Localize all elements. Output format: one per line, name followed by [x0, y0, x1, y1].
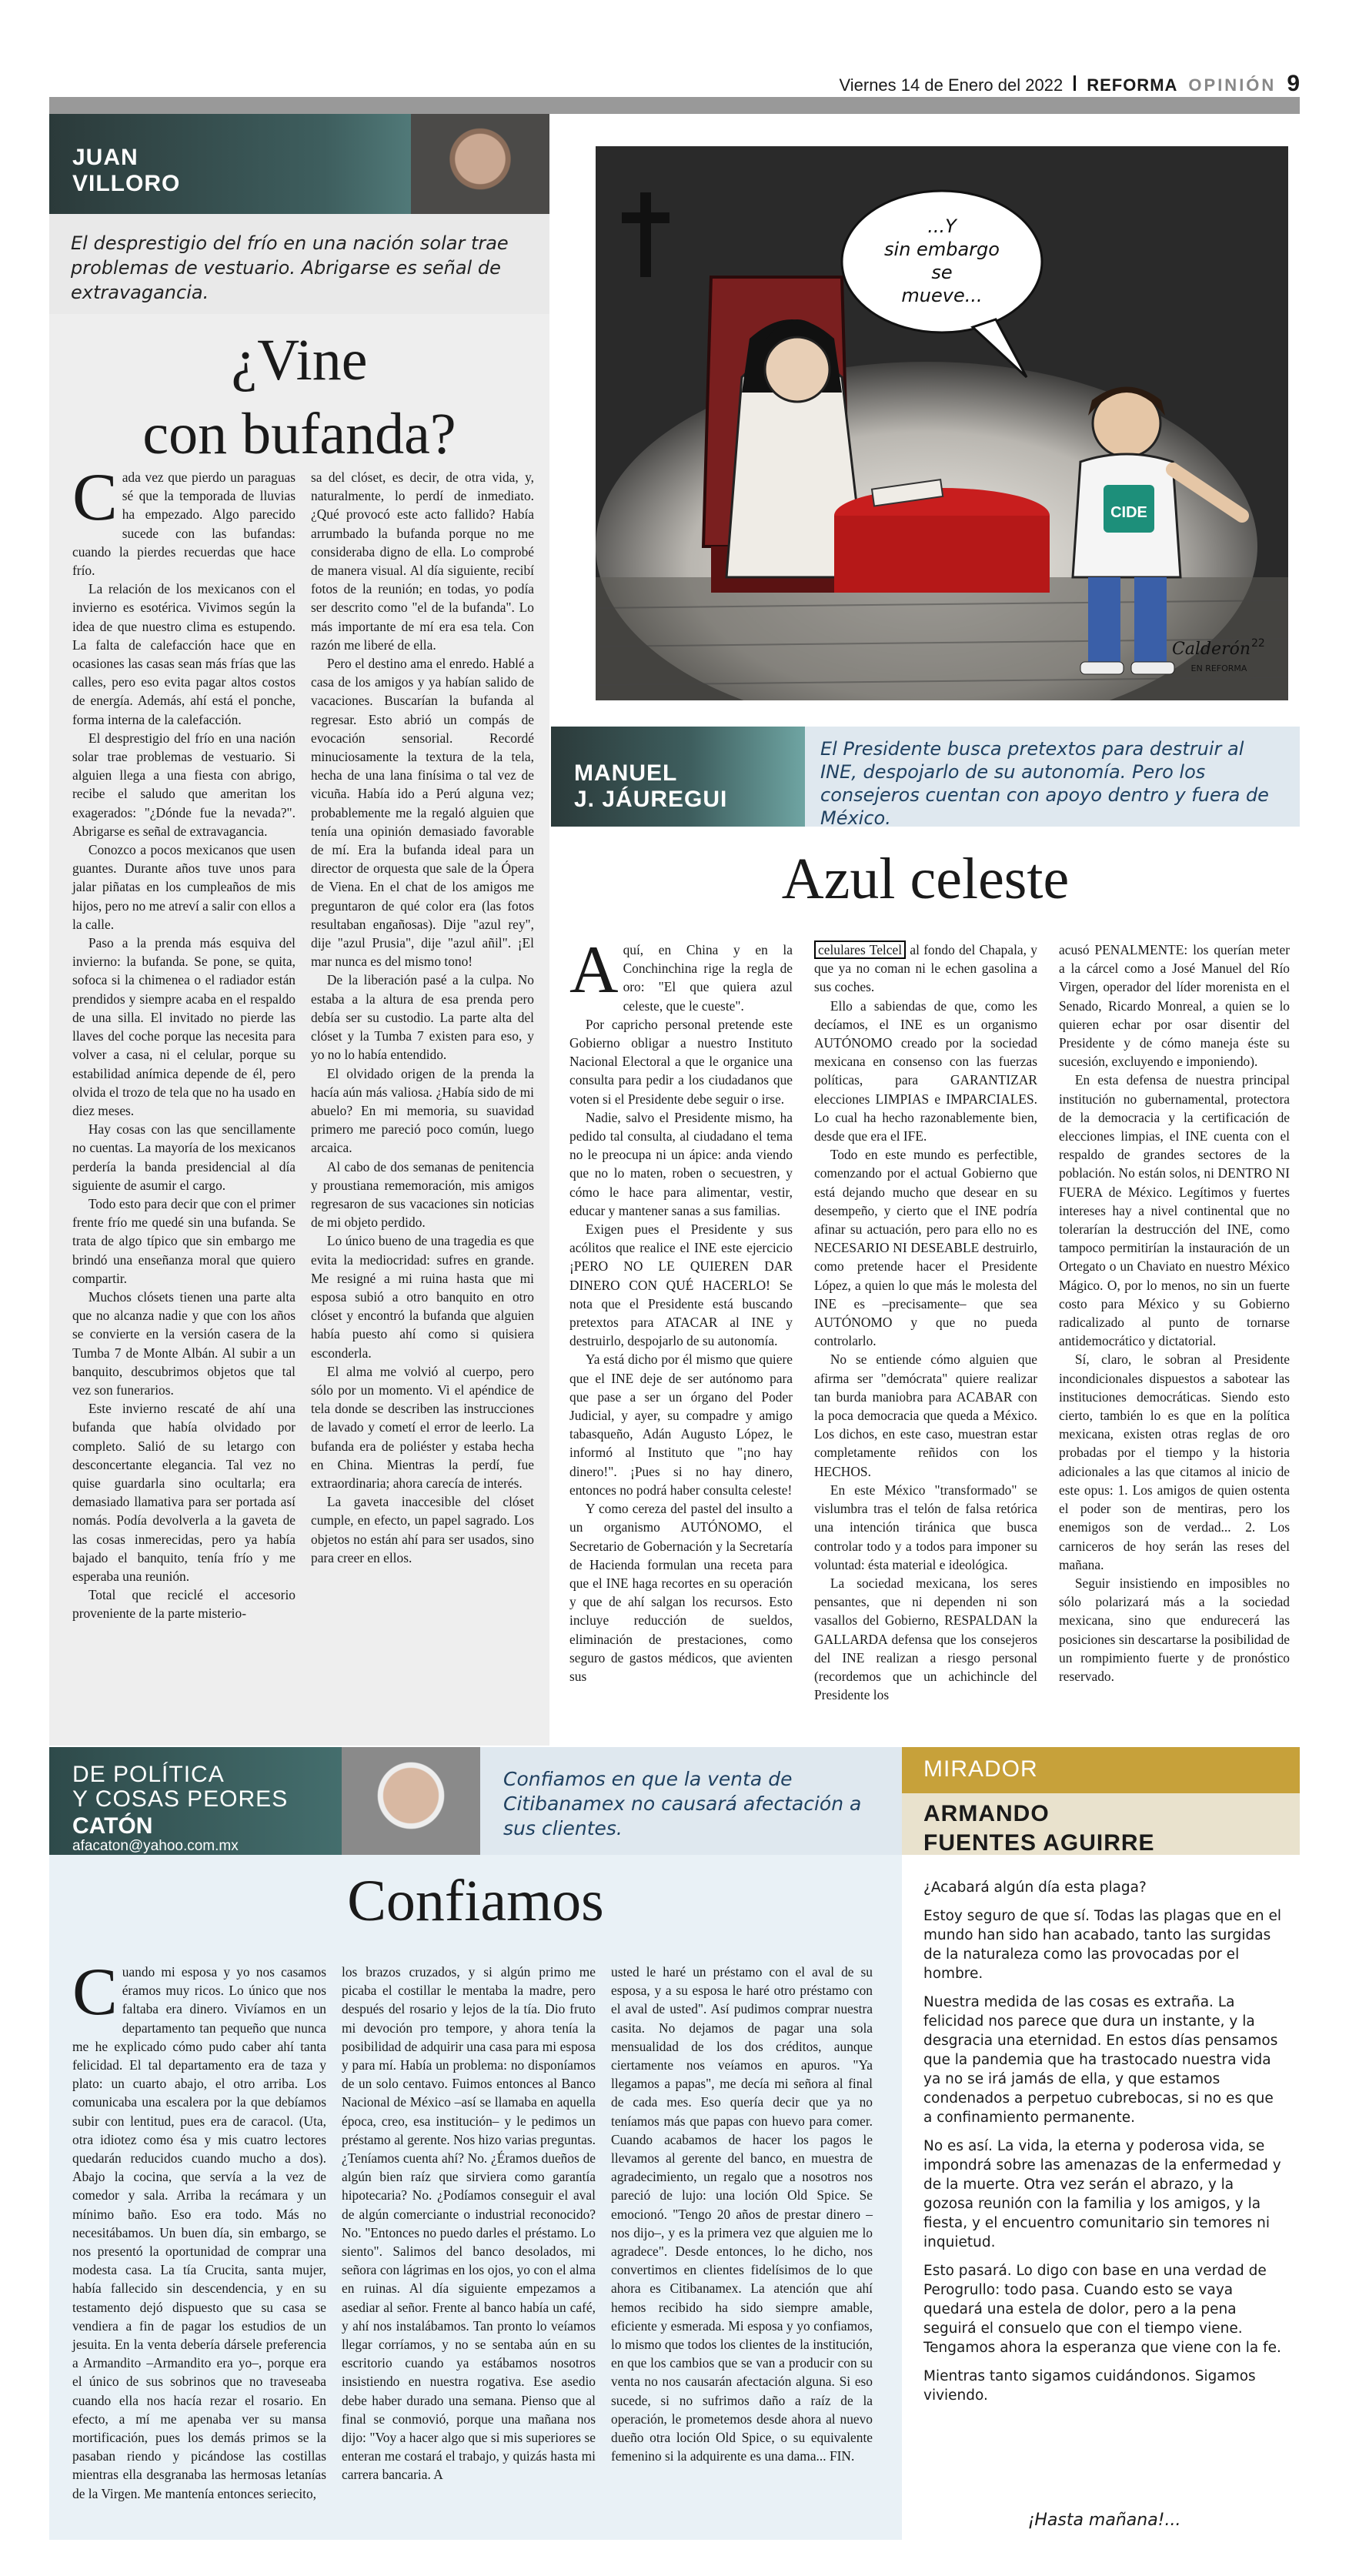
paragraph: Y como cereza del pastel del insulto a un organismo AUTÓNOMO, el Secretario de Gobernación y la Secretaría de Hacienda formulan una receta para que el INE haga recortes en su operación y que de ahí salgan los recursos. Esto incluye reducción de sueldos, eliminación de prestaciones, como seguro de gastos médicos, que avienten sus — [569, 1501, 793, 1684]
paragraph: Todo en este mundo es perfectible, comenzando por el actual Gobierno que está dejando mucho que desear en su desempeño, y cierto que el INE podría afinar su actuación, pero para ello no es NECESARIO NI DESEABLE destruirlo, como pretende hacer el Presidente López, a quien lo que más le molesta del INE es –precisamente– que sea AUTÓNOMO y que no pueda controlarlo. — [814, 1147, 1037, 1349]
headline-line-2: con bufanda? — [142, 402, 456, 466]
villoro-headline — [49, 323, 549, 471]
jauregui-column-3 — [1059, 941, 1290, 1741]
paragraph: En este México "transformado" se vislumbra tras el telón de falsa retórica una intención tiránica que busca controlar todo y a todos para imponer su voluntad: ésta material e ideológica. — [814, 1482, 1037, 1572]
paragraph: Seguir insistiendo en imposibles no sólo polarizará más a la sociedad mexicana, sino que endurecerá las posiciones sin descartarse la posibilidad de un rompimiento fuerte y de pronóstico reservado. — [1059, 1575, 1290, 1684]
author-name — [72, 145, 180, 197]
paragraph: Nadie, salvo el Presidente mismo, ha pedido tal consulta, al ciudadano el tema no le preocupa ni un ápice: anda viendo que no lo maten, roben o secuestren, y cómo le hace para alimentar, vestir, educar y mantener sanas a sus familias. — [569, 1109, 793, 1218]
page-header — [0, 0, 1349, 100]
jauregui-headline: Azul celeste — [781, 847, 1070, 911]
author-first-name: ARMANDO — [923, 1801, 1050, 1826]
section-name: OPINIÓN — [1188, 75, 1277, 95]
balloon-text-1: ...Y — [927, 216, 957, 237]
author-first-name: MANUEL — [574, 760, 678, 786]
jauregui-column-1 — [569, 933, 793, 1741]
drop-cap: A — [569, 933, 619, 1007]
paragraph: Nuestra medida de las cosas es extraña. La felicidad nos parece que dura un instante, y la desgracia una eternidad. En estos días pensamos que la pandemia que ha trastocado nuestra vida ya no se irá jamás de ella, y que estamos condenados a perpetuo cubrebocas, si no es que a confinamiento permanente. — [923, 1994, 1278, 2126]
column-name — [72, 1762, 288, 1812]
cide-shirt-logo: CIDE — [1110, 504, 1147, 521]
paragraph: Total que reciclé el accesorio proveniente de la parte misterio- — [72, 1587, 296, 1622]
balloon-text-3: se — [931, 262, 953, 283]
cartoon-year: 22 — [1251, 637, 1265, 650]
drop-cap: C — [72, 1955, 118, 2030]
paragraph: Ya está dicho por él mismo que quiere que el INE deje de ser autónomo para que pase a ser un órgano del Poder Judicial, y ayer, su compadre y amigo tabasqueño, Adán Augusto López, le informó al Instituto que "¡no hay dinero!". ¡Pues si no hay dinero, entonces no podrá haber consulta celeste! — [569, 1351, 793, 1498]
villoro-column-2 — [311, 468, 534, 1738]
jauregui-deck: El Presidente busca pretextos para destruir al INE, despojarlo de su autonomía. Pero los consejeros cuentan con apoyo dentro y fuera de México. — [805, 727, 1300, 827]
paragraph: La relación de los mexicanos con el invierno es esotérica. Vivimos según la idea de que nuestro clima es estupendo. La falta de calefacción hace que en ocasiones las casas sean más frías que las calles, pero eso evita pagar altos costos de energía. Además, ahí está el ponche, forma interna de la calefacción. — [72, 581, 296, 727]
cartoon-credit: EN REFORMA — [1190, 663, 1247, 673]
cartoonist-signature: Calderón — [1171, 640, 1251, 659]
highlighted-text: celulares Telcel — [814, 941, 906, 959]
paragraph: Pero el destino ama el enredo. Hablé a casa de los amigos y ya habían salido de vacaciones. Buscarían la bufanda al regresar. Esto abrió un compás de evocación sensorial. Recordé minuciosamente la textura de la tela, hecha de una lana finísima o tal vez de vicuña. Había ido a Perú alguna vez; probablemente me la regaló alguien que tenía una opinión demasiado favorable de mí. Era la bufanda ideal para un director de orquesta que sale de la Ópera de Viena. En el chat de los amigos me preguntaron de qué color era (las fotos resultaban engañosas). Dije "azul rey", dije "azul Prusia", dije "azul añil". ¡El mar nunca es del mismo tono! — [311, 656, 534, 970]
villoro-column-1 — [72, 460, 296, 1738]
caton-column-3: usted le haré un préstamo con el aval de su esposa, y a su esposa le haré otro préstamo con el aval de usted". Así pudimos comprar nuestra casita. No dejamos de pagar una sola mensualidad de los dos créditos, aunque ciertamente nos veíamos en apuros. "Ya llegamos a papas", me decía mi señora al final de cada mes. Eso quería decir que ya no teníamos más que papas con huevo para comer. Cuando acabamos de hacer los pagos le llevamos al gerente del banco, en muestra de agradecimiento, un regalo que a nosotros nos pareció de lujo: una loción Old Spice. Se emocionó. "Tengo 20 años de prestar dinero –nos dijo–, y es la primera vez que alguien me lo agradece". Desde entonces, lo he dicho, nos convertimos en clientes fidelísimos de lo que ahora es Citibanamex. La atención que ahí hemos recibido ha sido siempre amable, eficiente y esmerada. Mi esposa y yo confiamos, lo mismo que todos los clientes de la institución, en que los cambios que se van a producir con su venta no nos causarán afectación alguna. Si eso sucede, si no sufrimos daño a raíz de la operación, le prometemos desde ahora al nuevo dueño otra loción Old Spice, o su equivalente femenino si la adquirente es una dama... FIN. — [611, 1964, 873, 2464]
paragraph: Al cabo de dos semanas de penitencia y proustiana rememoración, mis amigos regresaron de sus vacaciones sin noticias de mi objeto perdido. — [311, 1158, 534, 1231]
paragraph: El olvidado origen de la prenda la hacía aún más valiosa. ¿Había sido de mi abuelo? En mi memoria, su suavidad primero me pareció poco común, luego arcaica. — [311, 1065, 534, 1156]
author-email[interactable]: afacaton@yahoo.com.mx — [72, 1838, 239, 1854]
paragraph: De la liberación pasé a la culpa. No estaba a la altura de esa prenda pero debía ser su custodio. La parte alta del clóset y la Tumba 7 existen para eso, y yo no lo había entendido. — [311, 972, 534, 1063]
author-photo — [342, 1747, 480, 1855]
paragraph: No es así. La vida, la eterna y poderosa vida, se impondrá sobre las amenazas de la enfermedad y de la muerte. Otra vez serán el abrazo, y la gozosa reunión con la familia y los amigos, y la fiesta, y el encuentro comunitario sin temores ni inquietud. — [923, 2138, 1281, 2250]
paragraph: Por capricho personal pretende este Gobierno obligar a nuestro Instituto Nacional Electoral a que le organice una consulta para pedir a los ciudadanos que voten si el Presidente debe seguir o irse. — [569, 1016, 793, 1107]
paragraph: Hay cosas con las que sencillamente no cuentas. La mayoría de los mexicanos perdería la banda presidencial al día siguiente de asumir el cargo. — [72, 1121, 296, 1193]
caton-headline: Confiamos — [347, 1869, 604, 1933]
author-photo — [411, 114, 549, 214]
paragraph: Sí, claro, le sobran al Presidente incondicionales dispuestos a sabotear las instituciones democráticas. Siendo esto cierto, también lo es que en la política mexicana, existen otras reglas de oro probadas por el tiempo y la historia adicionales a las que citamos al inicio de este opus: 1. Los amigos de quien ostenta el poder son de mentiras, pero los enemigos son de verdad... 2. Los carniceros de hoy serán las reses del mañana. — [1059, 1351, 1290, 1572]
caton-column-2: los brazos cruzados, y si algún primo me picaba el costillar le mentaba la madre, pero después del rosario y lejos de la tía. Dio fruto mi devoción pro tempore, y ahora tenía la posibilidad de adquirir una casa para mi esposa y para mí. Había un problema: no disponíamos de un solo centavo. Fuimos entonces al Banco Nacional de México –así se llamaba en aquella época, creo, esa institución– y le pedimos un préstamo al gerente. Nos hizo varias preguntas. ¿Teníamos cuenta ahí? No. ¿Éramos dueños de algún bien raíz que sirviera como garantía hipotecaria? No. ¿Podíamos conseguir el aval de algún comerciante o industrial reconocido? No. "Entonces no puedo darles el préstamo. Lo siento". Salimos del banco desolados, mi señora con lágrimas en los ojos, yo con el alma en ruinas. Al día siguiente empezamos a asediar al señor. Frente al banco había un café, y ahí nos instalábamos. Tan pronto lo veíamos llegar corríamos, y no se sentaba aún en su escritorio cuando ya estábamos nosotros insistiendo en nuestra rogativa. Ese asedio debe haber durado una semana. Pienso que al final se conmovió, porque una mañana nos dijo: "Voy a hacer algo que si mis superiores se enteran me costará el trabajo, y quizás hasta mi carrera bancaria. A — [342, 1964, 596, 2483]
jauregui-byline — [551, 727, 805, 827]
paragraph: Estoy seguro de que sí. Todas las plagas que en el mundo han sido han acabado, tanto las surgidas de la naturaleza como las provocadas por el hombre. — [923, 1908, 1282, 1982]
paragraph: Exigen pues el Presidente y sus acólitos que realice el INE este ejercicio ¡PERO NO LE QUIEREN DAR DINERO CON QUÉ HACERLO! Se nota que el Presidente está buscando pretextos para ATACAR al INE y destruirlo, despojarlo de su autonomía. — [569, 1221, 793, 1349]
mirador-body — [923, 1878, 1285, 2414]
villoro-byline — [49, 114, 549, 214]
caton-byline — [49, 1747, 480, 1855]
headline-line-1: ¿Vine — [231, 328, 368, 393]
paragraph: ¿Acabará algún día esta plaga? — [923, 1879, 1147, 1896]
paragraph: sa del clóset, es decir, de otra vida, y, naturalmente, lo perdí de inmediato. ¿Qué provocó este acto fallido? Había arrumbado la bufanda porque no me consideraba digno de ella. Lo comprobé de manera visual. Al día siguiente, recibí fotos de la reunión; en todas, yo podía ser descrito como "el de la bufanda". Lo más importante de mí era esa tela. Con razón me liberé de ella. — [311, 469, 534, 653]
author-name: CATÓN — [72, 1813, 153, 1839]
balloon-text-2: sin embargo — [884, 239, 1000, 260]
header-rule — [49, 97, 1300, 114]
paragraph: La gaveta inaccesible del clóset cumple, en efecto, un papel sagrado. Los objetos no están ahí para ser usados, sino para creer en ellos. — [311, 1494, 534, 1565]
column-name-line-1: DE POLÍTICA — [72, 1762, 225, 1787]
caton-deck: Confiamos en que la venta de Citibanamex no causará afectación a sus clientes. — [480, 1747, 902, 1855]
balloon-text-4: mueve... — [901, 285, 983, 306]
author-name — [574, 760, 727, 813]
villoro-deck: El desprestigio del frío en una nación solar trae problemas de vestuario. Abrigarse es señal de extravagancia. — [49, 214, 549, 314]
paragraph: Este invierno rescaté de ahí una bufanda que había olvidado por completo. Salió de su letargo con desconcertante elegancia. Tal vez no quise guardarla sino ocultarla; era demasiado llamativa para ser portada así nomás. Podía devolverla a la gaveta de las cosas inmerecidas, pero ya había bajado el banquito, tenía frío y me esperaba una reunión. — [72, 1401, 296, 1584]
paragraph: Todo esto para decir que con el primer frente frío me quedé sin una bufanda. Se trata de algo típico que sin embargo me brindó una enseñanza moral que quiero compartir. — [72, 1195, 296, 1286]
paragraph: uando mi esposa y yo nos casamos éramos muy ricos. Lo único que nos faltaba era dinero. Vivíamos en un departamento tan pequeño que nunca me he explicado cómo pudo caber ahí tanta felicidad. El tal departamento era de taza y plato: un cuarto abajo, el otro arriba. Los comunicaba una escalera por la que debíamos subir con lentitud, pues era de caracol. (Uta, otra idiotez como ésa y mis cuatro lectores quedarán reducidos cuando mucho a dos). Abajo la cocina, que servía a la vez de comedor y sala. Arriba la recámara y un mínimo baño. Eso era todo. Más no necesitábamos. Un buen día, sin embargo, se nos presentó la oportunidad de comprar una modesta casa. La tía Crucita, santa mujer, había fallecido sin descendencia, y en su testamento dejó dispuesto que su casa se vendiera a fin de pagar los estudios de un jesuita. En la venta debería dársele preferencia a Armandito –Armandito era yo–, porque era el único de sus sobrinos que no traveseaba cuando ella nos hacía rezar el rosario. En efecto, a mí me apenaba ver su mansa mortificación, pues los demás primos se la pasaban riendo y picándose las costillas mientras ella desgranaba las hermosas letanías de la Virgen. Me mantenía entonces seriecito, — [72, 1964, 326, 2501]
paragraph: En esta defensa de nuestra principal institución no gubernamental, protectora de la democracia y la certificación de elecciones limpias, el INE cuenta con el respaldo de grandes sectores de la población. No están solos, ni DENTRO NI FUERA de México. Legítimos y fuertes intereses hay a nivel continental que no tolerarían la destrucción del INE, como tampoco permitirían la instauración de un Ortegato o un Chaviato en nuestro México Mágico. O, por lo menos, no sin un fuerte costo para México y su Gobierno radicalizado al punto de tornarse antidemocrático y dictatorial. — [1059, 1072, 1290, 1349]
author-first-name: JUAN — [72, 145, 139, 170]
paragraph: Ello a sabiendas de que, como les decíamos, el INE es un organismo AUTÓNOMO creado por la sociedad mexicana en consenso con las fuerzas políticas, para GARANTIZAR elecciones LIMPIAS e IMPARCIALES. Lo cual ha hecho razonablemente bien, desde que era el IFE. — [814, 997, 1037, 1144]
jauregui-column-2 — [814, 941, 1037, 1741]
author-last-name: J. JÁUREGUI — [574, 787, 728, 812]
page-number: 9 — [1287, 71, 1300, 96]
paragraph: quí, en China y en la Conchinchina rige la regla de oro: "El que quiera azul celeste, que le cueste". — [623, 942, 793, 1014]
mirador-author — [902, 1793, 1300, 1855]
mirador-header: MIRADOR — [902, 1747, 1300, 1793]
author-last-name: FUENTES AGUIRRE — [923, 1830, 1155, 1856]
issue-date: Viernes 14 de Enero del 2022 — [839, 75, 1064, 95]
paragraph: al fondo del Chapala, y que ya no coman ni le echen gasolina a sus coches. — [814, 942, 1037, 995]
paragraph: Mientras tanto sigamos cuidándonos. Sigamos viviendo. — [923, 2368, 1256, 2404]
cartoon-illustration — [596, 146, 1288, 700]
paragraph: Conozco a pocos mexicanos que usen guantes. Durante años tuve unos para jalar piñatas en los cumpleaños de mis hijos, pero no me atreví a salir con ellos a la calle. — [72, 842, 296, 932]
paragraph: Muchos clósets tienen una parte alta que no alcanza nadie y que con los años se convierte en la versión casera de la Tumba 7 de Monte Albán. Al subir a un banquito, descubrimos objetos que tal vez son funerarios. — [72, 1288, 296, 1398]
mirador-signoff: ¡Hasta mañana!... — [1027, 2511, 1181, 2530]
paragraph: Paso a la prenda más esquiva del invierno: la bufanda. Se pone, se quita, sofoca si la chimenea o el radiador están prendidos y siempre acaba en el respaldo de una silla. El invitado no pierde las llaves del coche porque las necesita para volver a casa, ni el celular, porque su estabilidad anímica depende de él, pero olvida el trozo de tela que no ha usado en diez meses. — [72, 935, 296, 1118]
paragraph: acusó PENALMENTE: los querían meter a la cárcel como a José Manuel del Río Virgen, operador del líder morenista en el Senado, Ricardo Monreal, a quien se lo quieren echar por osar disentir del Presidente y de cómo maneja éste su sucesión, excluyendo e imponiendo). — [1059, 942, 1290, 1070]
paragraph: Lo único bueno de una tragedia es que evita la mediocridad: sufres en grande. Me resigné a mi ruina hasta que mi esposa subió a otro banquito en otro clóset y encontró la bufanda que alguien había puesto ahí como si quisiera esconderla. — [311, 1233, 534, 1361]
editorial-cartoon — [596, 146, 1288, 700]
paragraph: El desprestigio del frío en una nación solar trae problemas de vestuario. Si alguien llega a una fiesta con abrigo, recibe el saludo que ameritan los exagerados: "¿Dónde fue la nevada?". Abrigarse es señal de extravagancia. — [72, 730, 296, 839]
paragraph: No se entiende cómo alguien que afirma ser "demócrata" quiere realizar tan burda maniobra para ACABAR con la poca democracia que queda a México. Los dichos, en este caso, muestran estar completamente reñidos con los HECHOS. — [814, 1351, 1037, 1479]
author-last-name: VILLORO — [72, 171, 181, 196]
folio-separator — [1074, 75, 1076, 91]
paragraph: El alma me volvió al cuerpo, pero sólo por un momento. Vi el apéndice de tela donde se describen las instrucciones de lavado y cometí el error de leerlo. La bufanda era de poliéster y estaba hecha en China. Mientras la perdí, fue extraordinaria; ahora carecía de interés. — [311, 1363, 534, 1491]
paragraph: La sociedad mexicana, los seres pensantes, que ni dependen ni son vasallos del Gobierno, RESPALDAN la GALLARDA defensa que los consejeros del INE realizan a riesgo personal (recordemos que un achichincle del Presidente los — [814, 1575, 1037, 1703]
paragraph: ada vez que pierdo un paraguas sé que la temporada de lluvias ha empezado. Algo parecido sucede con las bufandas: cuando la pierdes recuerdas que hace frío. — [72, 469, 296, 579]
column-name-line-2: Y COSAS PEORES — [72, 1786, 289, 1812]
drop-cap: C — [72, 460, 118, 535]
paragraph: Esto pasará. Lo digo con base en una verdad de Perogrullo: todo pasa. Cuando esto se vaya quedará una estela de dolor, pero a la pena seguirá el consuelo que con el tiempo viene. Tengamos ahora la esperanza que viene con la fe. — [923, 2263, 1281, 2356]
newspaper-name: REFORMA — [1087, 75, 1178, 95]
header-folio — [839, 71, 1300, 97]
caton-column-1 — [72, 1955, 326, 2532]
